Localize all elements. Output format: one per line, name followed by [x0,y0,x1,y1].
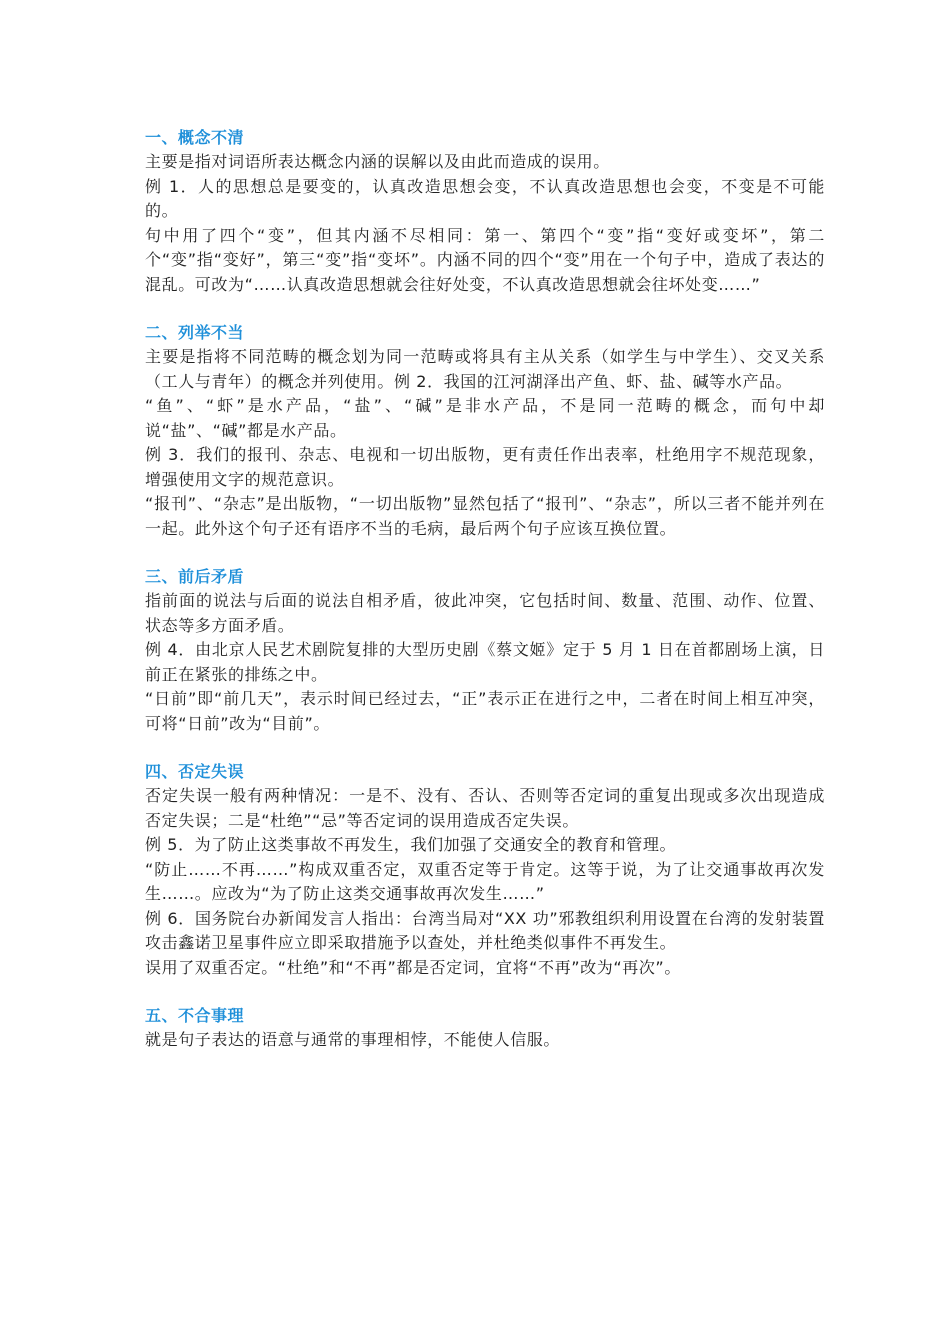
paragraph: 例 1．人的思想总是要变的，认真改造思想会变，不认真改造思想也会变，不变是不可能的。 [145,176,825,220]
section-3 [145,565,825,736]
section-heading: 三、前后矛盾 [145,567,245,586]
paragraph: 例 5．为了防止这类事故不再发生，我们加强了交通安全的教育和管理。 [145,835,677,854]
paragraph: 指前面的说法与后面的说法自相矛盾，彼此冲突，它包括时间、数量、范围、动作、位置、状态等多方面矛盾。 [145,591,825,635]
paragraph: “日前”即“前几天”，表示时间已经过去，“正”表示正在进行之中，二者在时间上相互冲突，可将“日前”改为“目前”。 [145,689,825,733]
paragraph: “防止……不再……”构成双重否定，双重否定等于肯定。这等于说，为了让交通事故再次发生……。应改为“为了防止这类交通事故再次发生……” [145,859,825,903]
section-heading: 五、不合事理 [145,1006,245,1025]
paragraph: 主要是指对词语所表达概念内涵的误解以及由此而造成的误用。 [145,152,610,171]
section-5 [145,1004,825,1053]
paragraph: 就是句子表达的语意与通常的事理相悖，不能使人信服。 [145,1030,561,1049]
paragraph: 主要是指将不同范畴的概念划为同一范畴或将具有主从关系（如学生与中学生）、交叉关系（工人与青年）的概念并列使用。例 2．我国的江河湖泽出产鱼、虾、盐、碱等水产品。 [145,347,825,391]
paragraph: “报刊”、“杂志”是出版物，“一切出版物”显然包括了“报刊”、“杂志”，所以三者不能并列在一起。此外这个句子还有语序不当的毛病，最后两个句子应该互换位置。 [145,494,825,538]
paragraph: “鱼”、“虾”是水产品，“盐”、“碱”是非水产品，不是同一范畴的概念，而句中却说“盐”、“碱”都是水产品。 [145,396,825,440]
paragraph: 例 6．国务院台办新闻发言人指出：台湾当局对“XX 功”邪教组织利用设置在台湾的发射装置攻击鑫诺卫星事件应立即采取措施予以查处，并杜绝类似事件不再发生。 [145,908,825,952]
paragraph: 否定失误一般有两种情况：一是不、没有、否认、否则等否定词的重复出现或多次出现造成否定失误；二是“杜绝”“忌”等否定词的误用造成否定失误。 [145,786,825,830]
section-2 [145,321,825,541]
paragraph: 误用了双重否定。“杜绝”和“不再”都是否定词，宜将“不再”改为“再次”。 [145,957,681,977]
section-heading: 二、列举不当 [145,323,245,342]
section-heading: 一、概念不清 [145,128,245,147]
section-1 [145,126,825,297]
paragraph: 句中用了四个“变”，但其内涵不尽相同：第一、第四个“变”指“变好或变坏”，第二个“变”指“变好”，第三“变”指“变坏”。内涵不同的四个“变”用在一个句子中，造成了表达的混乱。可改为“……认真改造思想就会往好处变，不认真改造思想就会往坏处变……” [145,225,825,294]
paragraph: 例 3．我们的报刊、杂志、电视和一切出版物，更有责任作出表率，杜绝用字不规范现象，增强使用文字的规范意识。 [145,445,825,489]
paragraph: 例 4．由北京人民艺术剧院复排的大型历史剧《蔡文姬》定于 5 月 1 日在首都剧场上演，日前正在紧张的排练之中。 [145,640,825,684]
section-heading: 四、否定失误 [145,762,245,781]
section-4 [145,760,825,980]
document-body [145,126,825,1077]
